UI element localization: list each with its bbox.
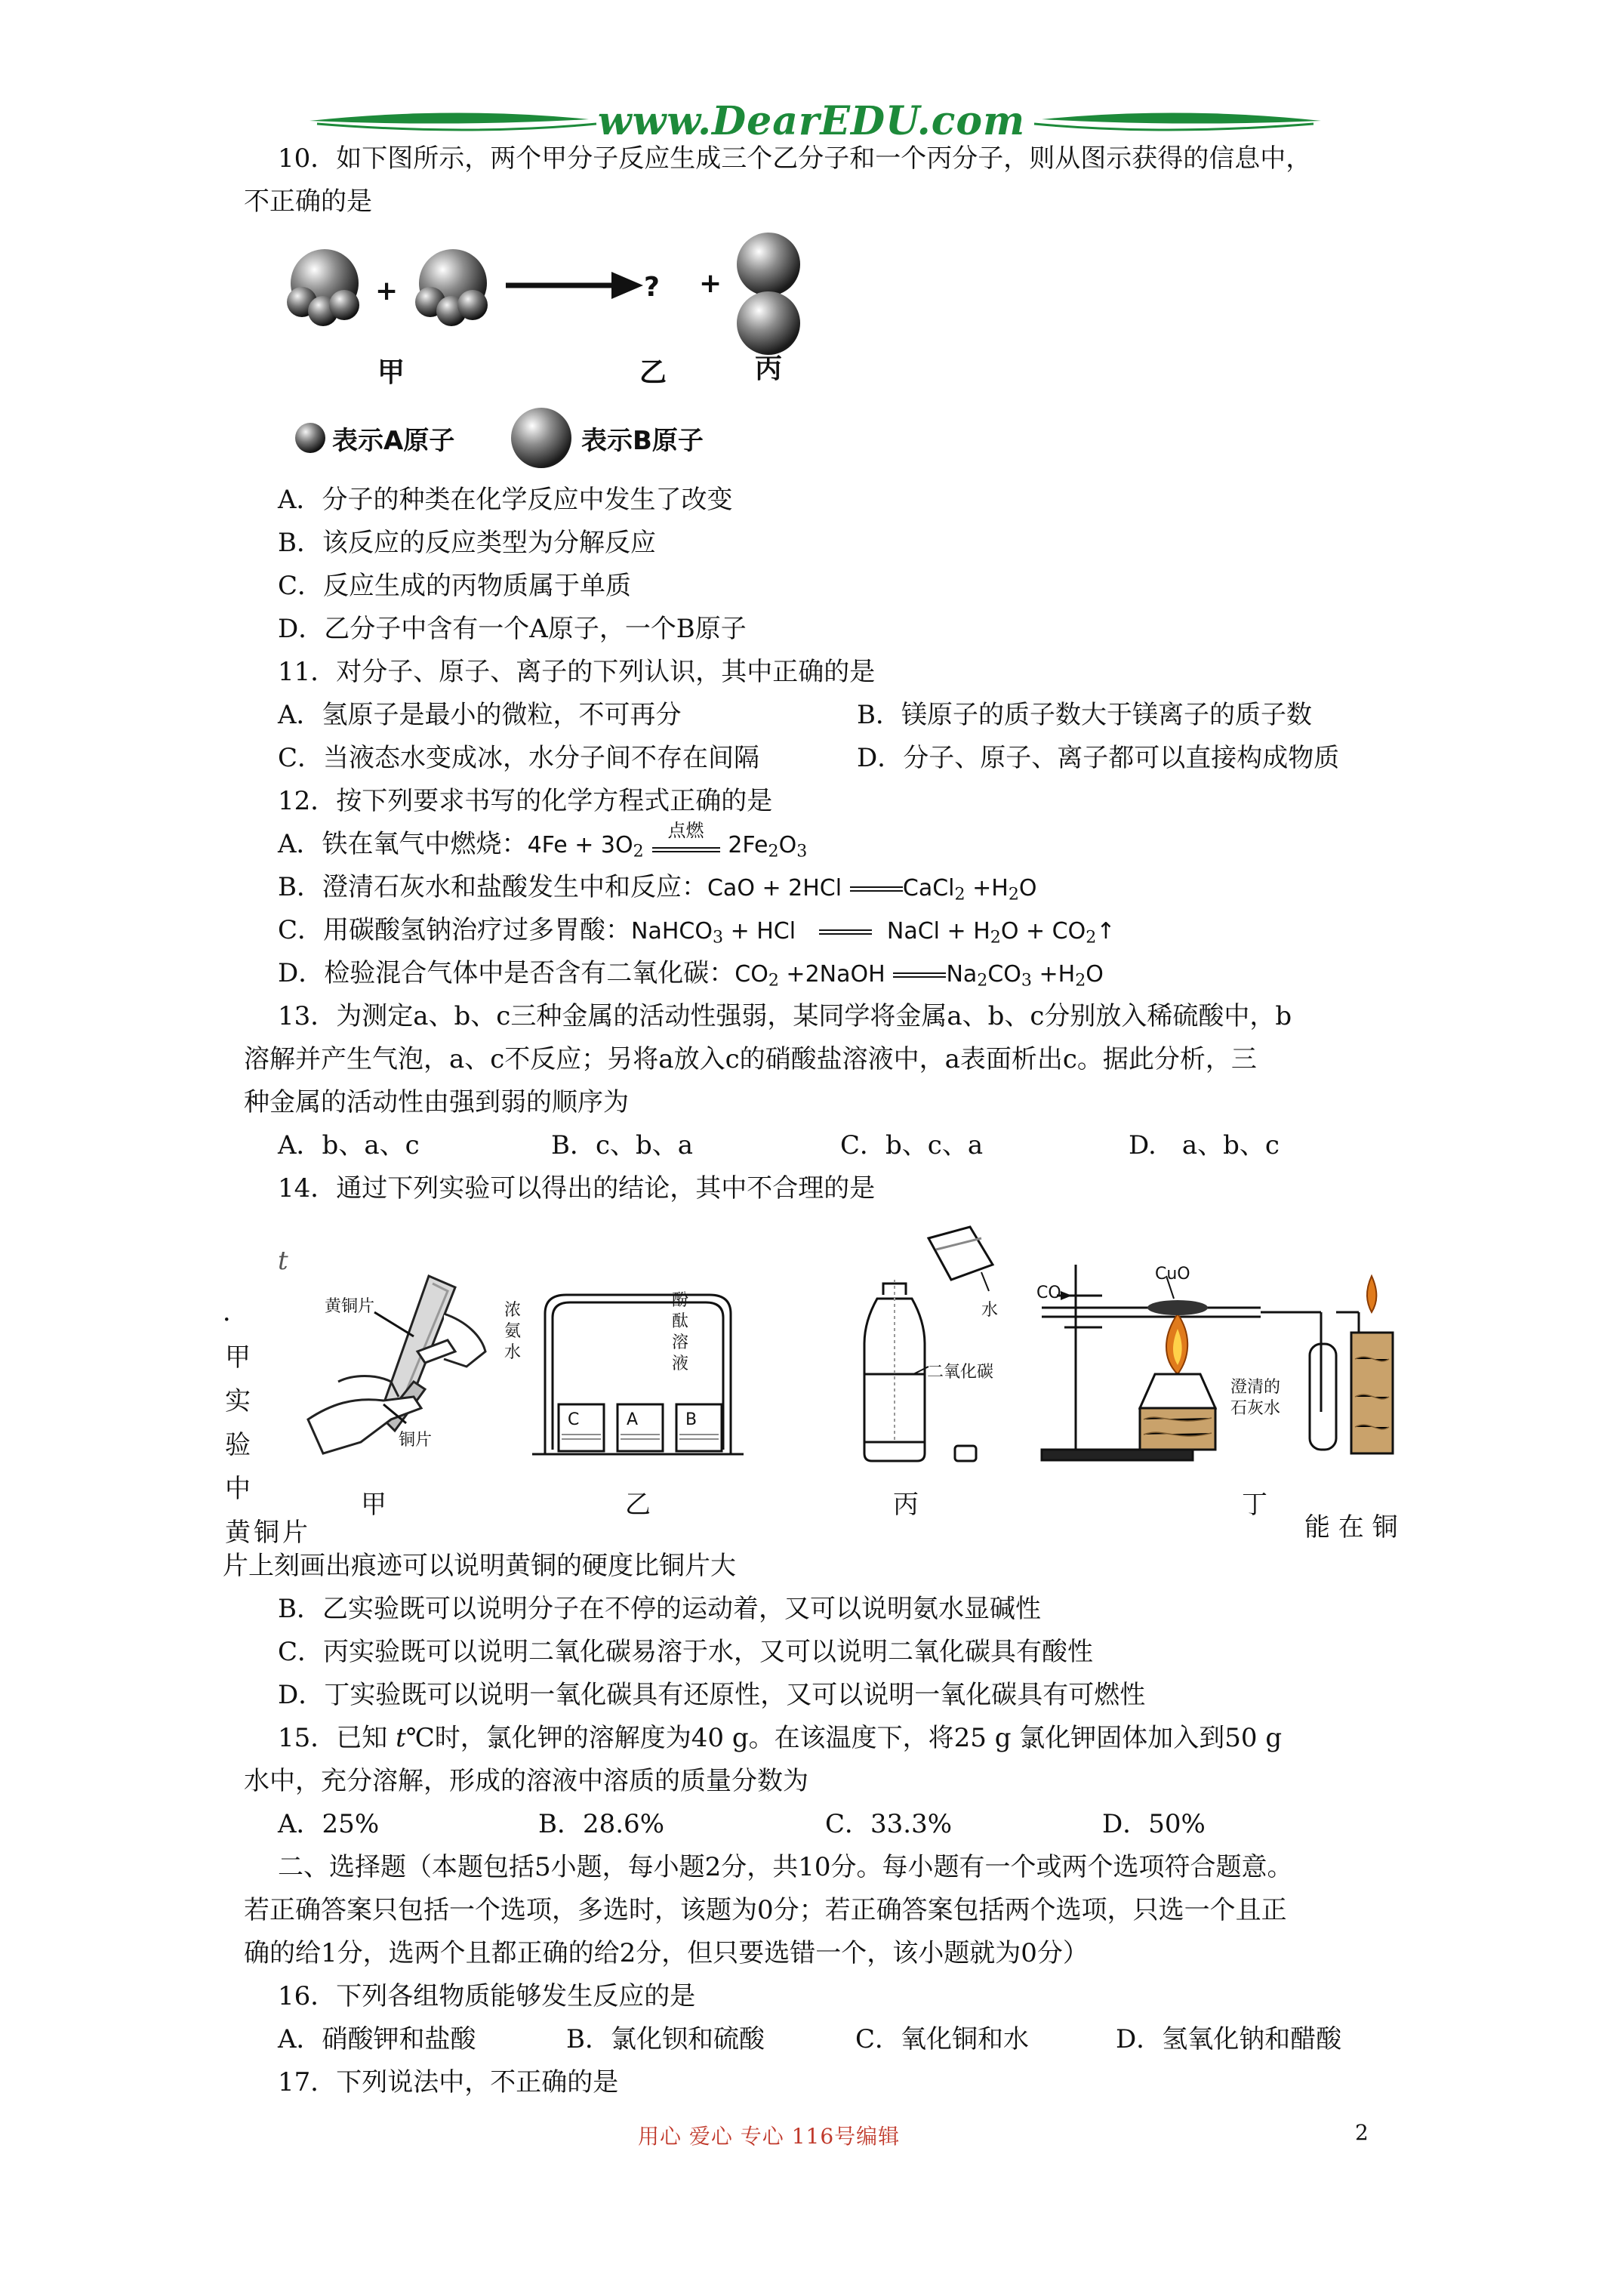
q14-side-zhong: 中 <box>225 1474 251 1504</box>
q13-option-c: C．b、c、a <box>840 1130 984 1160</box>
q12-option-a <box>278 820 808 868</box>
q14-figure-bing <box>830 1223 1027 1472</box>
q14-label-jia: 甲 <box>361 1490 387 1520</box>
q16-option-a: A．硝酸钾和盐酸 <box>278 2024 476 2054</box>
q10-label-yi: 乙 <box>639 357 667 388</box>
q14-bing-water: 水 <box>981 1301 999 1320</box>
q11-option-b: B．镁原子的质子数大于镁离子的质子数 <box>857 700 1312 730</box>
q14-label-bing: 丙 <box>893 1490 919 1520</box>
q10-plus-1: + <box>375 276 399 307</box>
q12-option-c <box>278 914 1115 954</box>
q14-option-d: D．丁实验既可以说明一氧化碳具有还原性，又可以说明一氧化碳具有可燃性 <box>278 1680 1146 1710</box>
q14-ding-co: CO <box>1036 1284 1061 1302</box>
q14-yi-phenol-3: 溶 <box>672 1333 689 1352</box>
legend-a-atom-icon <box>293 421 328 455</box>
q12-a-sub3: 3 <box>796 841 808 861</box>
q14-top-mark: t <box>278 1246 288 1276</box>
section2-line1: 二、选择题（本题包括5小题，每小题2分，共10分。每小题有一个或两个选项符合题意。 <box>278 1852 1293 1882</box>
q10-option-d: D．乙分子中含有一个A原子，一个B原子 <box>278 614 747 644</box>
molecule-jia-2 <box>415 249 488 326</box>
q13-option-d: D. a、b、c <box>1129 1130 1280 1160</box>
q14-side-dot: ． <box>223 1297 248 1327</box>
q14-label-ding: 丁 <box>1242 1490 1267 1520</box>
q14-yi-beaker-b: B <box>685 1410 698 1429</box>
gas-arrow-icon: ↑ <box>1096 918 1116 945</box>
q13-option-b: B．c、b、a <box>551 1130 694 1160</box>
q15-line1-b: ℃时，氯化钾的溶解度为40 g。在该温度下，将25 g 氯化钾固体加入到50 g <box>405 1723 1283 1753</box>
q14-yi-beaker-c: C <box>568 1410 580 1429</box>
q14-yi-beaker-a: A <box>627 1410 639 1429</box>
legend-b-text: 表示B原子 <box>581 426 704 456</box>
q14-option-c: C．丙实验既可以说明二氧化碳易溶于水，又可以说明二氧化碳具有酸性 <box>278 1637 1094 1667</box>
q15-option-a: A．25% <box>278 1809 380 1839</box>
q14-figure-ding <box>1034 1223 1404 1472</box>
legend-b-atom-icon <box>507 404 575 472</box>
q12-c-left: NaHCO <box>631 918 713 945</box>
section2-line2: 若正确答案只包括一个选项，多选时，该题为0分；若正确答案包括两个选项，只选一个且正 <box>244 1895 1287 1925</box>
q14-yi-phenol-4: 液 <box>672 1354 689 1373</box>
q13-line1: 13．为测定a、b、c三种金属的活动性强弱，某同学将金属a、b、c分别放入稀硫酸中，b <box>278 1001 1292 1031</box>
section2-line3: 确的给1分，选两个且都正确的给2分，但只要选错一个，该小题就为0分） <box>244 1938 1089 1968</box>
q12-option-d <box>278 957 1104 997</box>
q14-ding-cuo: CuO <box>1155 1265 1190 1284</box>
q12-d-sub3: 3 <box>1021 970 1032 991</box>
q12-c-mid: + HCl <box>723 918 796 945</box>
q12-a-sub2: 2 <box>768 841 779 861</box>
q15-line1-a: 15．已知 <box>278 1723 396 1753</box>
q10-plus-2: + <box>699 268 722 299</box>
q12-option-b <box>278 871 1037 911</box>
q14-yi-ammonia-3: 水 <box>504 1343 522 1362</box>
q10-label-bing: 丙 <box>755 353 783 384</box>
q13-option-a: A．b、a、c <box>278 1130 420 1160</box>
q15-option-c: C．33.3% <box>825 1809 953 1839</box>
q12-b-sub2: 2 <box>1008 884 1019 905</box>
q16-stem: 16．下列各组物质能够发生反应的是 <box>278 1981 696 2011</box>
q12-d-mid: +2NaOH <box>778 961 885 988</box>
q10-stem-line1: 10．如下图所示，两个甲分子反应生成三个乙分子和一个丙分子，则从图示获得的信息中， <box>278 143 1312 174</box>
q14-side-jia: 甲 <box>225 1342 251 1373</box>
reaction-arrow <box>506 272 643 299</box>
q14-yi-phenol-2: 酞 <box>672 1312 689 1331</box>
q12-b-end: O <box>1018 875 1037 901</box>
q12-d-left: CO <box>735 961 768 988</box>
q11-stem: 11．对分子、原子、离子的下列认识，其中正确的是 <box>278 657 876 687</box>
q12-d-right: Na <box>946 961 978 988</box>
q12-d-right2: CO <box>987 961 1021 988</box>
q14-right-text: 能 在 铜 <box>1304 1512 1398 1542</box>
q13-line2: 溶解并产生气泡，a、c不反应；另将a放入c的硝酸盐溶液中，a表面析出c。据此分析，三 <box>244 1044 1257 1074</box>
q11-option-d: D．分子、原子、离子都可以直接构成物质 <box>857 743 1340 773</box>
q10-question-mark: ? <box>644 272 660 303</box>
q13-line3: 种金属的活动性由强到弱的顺序为 <box>244 1087 629 1117</box>
q12-d-sub4: 2 <box>1075 970 1086 991</box>
q15-line1 <box>278 1721 1282 1755</box>
q14-figure-jia <box>293 1268 489 1465</box>
q15-option-b: B．28.6% <box>538 1809 664 1839</box>
q14-stem: 14．通过下列实验可以得出的结论，其中不合理的是 <box>278 1173 876 1203</box>
q17-stem: 17．下列说法中，不正确的是 <box>278 2067 619 2097</box>
q12-b-sub: 2 <box>954 884 965 905</box>
q14-jia-brass-label: 黄铜片 <box>325 1297 375 1316</box>
q14-yi-phenol-1: 酚 <box>672 1291 689 1310</box>
q10-stem-line2: 不正确的是 <box>244 186 372 217</box>
q12-d-end: O <box>1086 961 1104 988</box>
q12-b-tail: +H <box>965 875 1009 901</box>
q15-line2: 水中，充分溶解，形成的溶液中溶质的质量分数为 <box>244 1766 808 1796</box>
q14-side-shi: 实 <box>225 1386 251 1416</box>
q15-option-d: D．50% <box>1102 1809 1206 1839</box>
q12-b-right: CaCl <box>902 875 955 901</box>
q14-yi-ammonia-2: 氨 <box>504 1322 522 1341</box>
q16-option-d: D．氢氧化钠和醋酸 <box>1116 2024 1342 2054</box>
q12-a-prefix: A．铁在氧气中燃烧： <box>278 829 528 859</box>
q12-a-condition: 点燃 <box>667 820 704 841</box>
q14-continuation: 片上刻画出痕迹可以说明黄铜的硬度比铜片大 <box>223 1551 736 1581</box>
footer-editor-note: 用心 爱心 专心 116号编辑 <box>638 2124 901 2149</box>
q12-c-sub2: 2 <box>990 927 1001 948</box>
q10-option-c: C．反应生成的丙物质属于单质 <box>278 571 632 601</box>
q12-c-right2: O + CO <box>1000 918 1086 945</box>
q12-c-prefix: C．用碳酸氢钠治疗过多胃酸： <box>278 915 632 945</box>
q15-t-variable: t <box>396 1723 406 1753</box>
q12-c-sub1: 3 <box>712 927 724 948</box>
molecule-jia-1 <box>287 249 359 326</box>
q14-label-yi: 乙 <box>625 1490 651 1520</box>
q14-jia-copper-label: 铜片 <box>399 1431 433 1450</box>
q14-yi-ammonia-1: 浓 <box>504 1301 522 1320</box>
q12-d-prefix: D．检验混合气体中是否含有二氧化碳： <box>278 958 735 988</box>
q12-a-eq-left: 4Fe + 3O <box>527 832 633 858</box>
q14-figure-yi <box>528 1284 747 1457</box>
q12-a-eq-right: 2Fe <box>728 832 768 858</box>
q12-c-sub3: 2 <box>1086 927 1097 948</box>
q12-a-sub1: 2 <box>633 841 644 861</box>
molecule-bing <box>737 233 800 355</box>
q12-b-left: CaO + 2HCl <box>707 875 842 901</box>
q12-d-sub1: 2 <box>768 970 779 991</box>
q16-option-c: C．氧化铜和水 <box>855 2024 1030 2054</box>
q14-bing-co2: 二氧化碳 <box>927 1363 994 1382</box>
q14-ding-limewater-1: 澄清的 <box>1230 1378 1281 1397</box>
q12-c-right: NaCl + H <box>886 918 990 945</box>
q14-option-b: B．乙实验既可以说明分子在不停的运动着，又可以说明氨水显碱性 <box>278 1594 1041 1624</box>
q12-a-o: O <box>778 832 797 858</box>
q10-option-b: B．该反应的反应类型为分解反应 <box>278 528 656 558</box>
q11-option-c: C．当液态水变成冰，水分子间不存在间隔 <box>278 743 760 773</box>
legend-a-text: 表示A原子 <box>332 426 455 456</box>
q12-d-tail: +H <box>1031 961 1076 988</box>
q12-b-prefix: B．澄清石灰水和盐酸发生中和反应： <box>278 872 707 902</box>
page-number: 2 <box>1355 2120 1369 2145</box>
q10-reaction-figure <box>279 227 823 400</box>
q14-side-brass: 黄铜片 <box>225 1518 311 1548</box>
q16-option-b: B．氯化钡和硫酸 <box>566 2024 765 2054</box>
q10-option-a: A．分子的种类在化学反应中发生了改变 <box>278 485 733 515</box>
q11-option-a: A．氢原子是最小的微粒，不可再分 <box>278 700 682 730</box>
q10-label-jia: 甲 <box>377 357 405 388</box>
q12-stem: 12．按下列要求书写的化学方程式正确的是 <box>278 786 773 816</box>
q14-ding-limewater-2: 石灰水 <box>1230 1399 1281 1418</box>
q12-d-sub2: 2 <box>977 970 988 991</box>
q14-side-yan: 验 <box>225 1430 251 1460</box>
header-site-name[interactable]: www.DearEDU.com <box>597 98 1026 144</box>
